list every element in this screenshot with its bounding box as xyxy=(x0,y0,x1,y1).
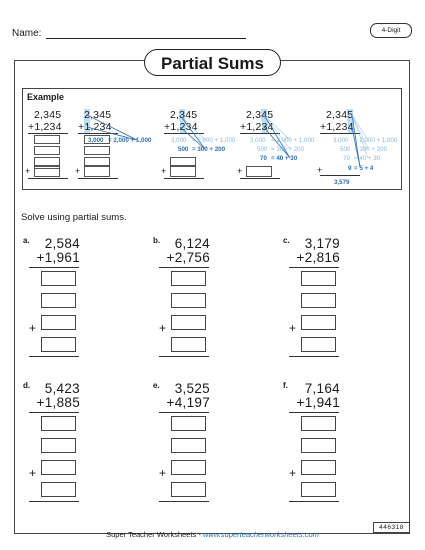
problem-label: d. xyxy=(23,381,31,390)
partial-sum-box-3[interactable] xyxy=(41,315,76,330)
instructions: Solve using partial sums. xyxy=(21,212,127,223)
footer-brand: Super Teacher Worksheets - xyxy=(106,530,203,539)
step-equation: = 2,000 + 1,000 xyxy=(192,137,236,144)
problem-plus: + xyxy=(159,321,167,335)
example-top-number: 2,345 xyxy=(246,109,274,121)
step-equation: = 5 + 4 xyxy=(354,165,374,172)
problem-top-number: 3,179 xyxy=(304,236,340,251)
example-bottom-number: +1,234 xyxy=(78,121,112,133)
step-sum: 70 xyxy=(260,155,267,162)
partial-sum-box-4[interactable] xyxy=(171,482,206,497)
partial-sum-box-3[interactable] xyxy=(301,460,336,475)
partial-sum-box-2[interactable] xyxy=(41,438,76,453)
problem-label: c. xyxy=(283,236,290,245)
problem-label: f. xyxy=(283,381,288,390)
step-sum: 70 xyxy=(343,155,350,162)
problem-bottom-rule xyxy=(159,356,209,357)
partial-sum-box-4[interactable] xyxy=(41,337,76,352)
digit-highlight: 5 xyxy=(347,109,354,121)
problem-bottom-number: +1,885 xyxy=(36,395,80,410)
partial-sum-box-3[interactable] xyxy=(41,460,76,475)
step-equation: = 300 + 200 xyxy=(354,146,388,153)
digit-highlight: 4 xyxy=(261,109,268,121)
level-badge: 4-Digit xyxy=(370,23,412,38)
problem-bottom-rule xyxy=(29,501,79,502)
step-equation: = 2,000 + 1,000 xyxy=(354,137,398,144)
problem-top-number: 5,423 xyxy=(44,381,80,396)
example-top-number: 2,345 xyxy=(34,109,62,121)
problem-label: e. xyxy=(153,381,160,390)
problem-top-number: 3,525 xyxy=(174,381,210,396)
step-sum: 3,000 xyxy=(88,137,104,144)
problem-bottom-rule xyxy=(159,501,209,502)
problem-rule xyxy=(159,412,209,413)
problem-rule xyxy=(29,267,79,268)
partial-sum-box-1[interactable] xyxy=(301,416,336,431)
example-plus: + xyxy=(25,166,31,176)
partial-sum-box-1[interactable] xyxy=(301,271,336,286)
problem-rule xyxy=(159,267,209,268)
step-equation: = 300 + 200 xyxy=(271,146,305,153)
problem-label: b. xyxy=(153,236,161,245)
step-sum: 3,000 xyxy=(333,137,349,144)
partial-sum-box-4[interactable] xyxy=(301,482,336,497)
example-bottom-number: +1,234 xyxy=(240,121,274,133)
digit-highlight: 2 xyxy=(84,109,91,121)
problem-top-number: 2,584 xyxy=(44,236,80,251)
digit-highlight: 3 xyxy=(179,109,186,121)
step-equation: = 2,000 + 1,000 xyxy=(108,137,152,144)
example-bottom-number: +1,234 xyxy=(164,121,198,133)
problem-label: a. xyxy=(23,236,30,245)
partial-sum-box-4[interactable] xyxy=(171,337,206,352)
example-top-number: 2,345 xyxy=(170,109,198,121)
partial-sum-box-2[interactable] xyxy=(171,438,206,453)
step-equation: = 2,000 + 1,000 xyxy=(271,137,315,144)
problem-rule xyxy=(289,267,339,268)
example-top-number: 2,345 xyxy=(326,109,354,121)
partial-sum-box-2[interactable] xyxy=(171,293,206,308)
problem-bottom-number: +4,197 xyxy=(166,395,210,410)
partial-sum-box-1[interactable] xyxy=(171,271,206,286)
problem-plus: + xyxy=(29,321,37,335)
problem-top-number: 7,164 xyxy=(304,381,340,396)
step-equation: = 40 + 30 xyxy=(354,155,381,162)
problem-top-number: 6,124 xyxy=(174,236,210,251)
step-sum: 500 xyxy=(257,146,268,153)
example-plus: + xyxy=(237,166,243,176)
problem-bottom-rule xyxy=(289,501,339,502)
step-sum: 3,000 xyxy=(171,137,187,144)
step-equation: = 40 + 30 xyxy=(271,155,298,162)
step-sum: 500 xyxy=(178,146,189,153)
partial-sum-box-2[interactable] xyxy=(301,438,336,453)
partial-sum-box-1[interactable] xyxy=(171,416,206,431)
problem-plus: + xyxy=(289,466,297,480)
problem-rule xyxy=(29,412,79,413)
problem-plus: + xyxy=(289,321,297,335)
partial-sum-box-2[interactable] xyxy=(301,293,336,308)
partial-sum-box-1[interactable] xyxy=(41,271,76,286)
step-sum: 500 xyxy=(340,146,351,153)
problem-bottom-number: +2,816 xyxy=(296,250,340,265)
partial-sum-box-2[interactable] xyxy=(41,293,76,308)
problem-plus: + xyxy=(29,466,37,480)
example-bottom-number: +1,234 xyxy=(320,121,354,133)
footer xyxy=(0,530,425,539)
example-bottom-number: +1,234 xyxy=(28,121,62,133)
example-answer: 3,579 xyxy=(334,179,350,186)
partial-sum-box-4[interactable] xyxy=(41,482,76,497)
partial-sum-box-4[interactable] xyxy=(301,337,336,352)
problem-bottom-number: +1,941 xyxy=(296,395,340,410)
problem-plus: + xyxy=(159,466,167,480)
step-sum: 3,000 xyxy=(250,137,266,144)
partial-sum-box-3[interactable] xyxy=(301,315,336,330)
example-title: Example xyxy=(27,92,65,102)
step-equation: = 300 + 200 xyxy=(192,146,226,153)
name-label: Name: xyxy=(12,28,42,39)
example-plus: + xyxy=(75,166,81,176)
partial-sum-box-1[interactable] xyxy=(41,416,76,431)
worksheet-code: 446318 xyxy=(373,522,410,533)
example-plus: + xyxy=(161,166,167,176)
example-top-number: 2,345 xyxy=(84,109,112,121)
digit-highlight: 1 xyxy=(84,121,91,133)
problem-bottom-rule xyxy=(29,356,79,357)
example-plus: + xyxy=(317,165,323,175)
problem-bottom-rule xyxy=(289,356,339,357)
problem-bottom-number: +2,756 xyxy=(166,250,210,265)
partial-sum-box-3[interactable] xyxy=(171,315,206,330)
digit-highlight: 2 xyxy=(179,121,186,133)
page-title: Partial Sums xyxy=(144,49,281,76)
digit-highlight: 3 xyxy=(261,121,268,133)
problem-bottom-number: +1,961 xyxy=(36,250,80,265)
problem-rule xyxy=(289,412,339,413)
partial-sum-box-3[interactable] xyxy=(171,460,206,475)
footer-url[interactable]: www.superteacherworksheets.com xyxy=(202,530,319,539)
step-sum: 9 xyxy=(348,165,352,172)
digit-highlight: 4 xyxy=(347,121,354,133)
